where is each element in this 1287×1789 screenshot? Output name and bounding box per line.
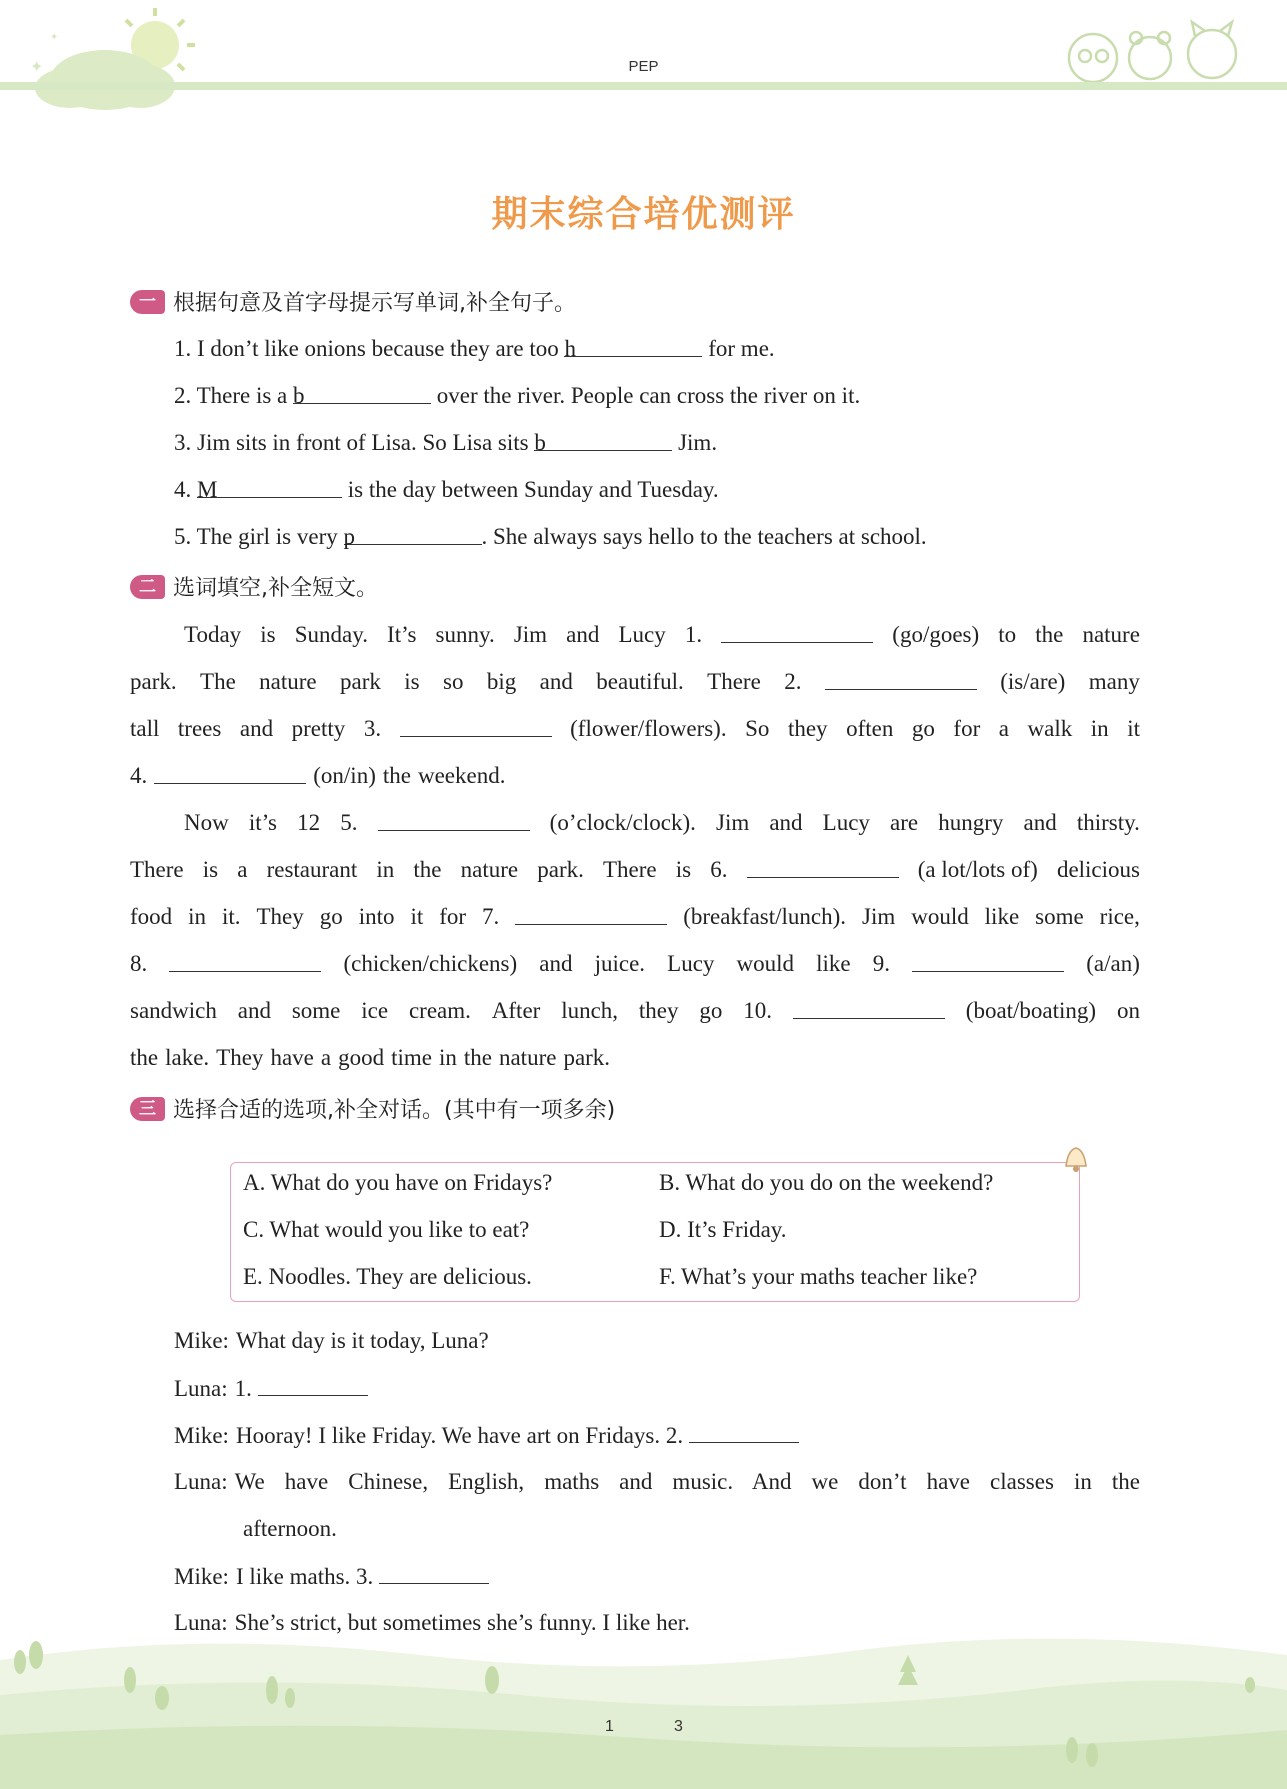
passage-word: it’s (248, 810, 277, 835)
passage-word: many (1088, 669, 1140, 694)
passage-word: and (539, 951, 573, 976)
passage-word: is (202, 857, 219, 882)
passage-line (130, 714, 1140, 744)
passage-word: They (256, 904, 304, 929)
answer-blank[interactable] (379, 1561, 489, 1584)
passage-word: a (320, 1045, 332, 1070)
dialogue-speaker: Mike: (174, 1564, 229, 1589)
passage-word: in (188, 904, 207, 929)
passage-word: 9. (872, 951, 891, 976)
passage-line (130, 667, 1140, 697)
s1-item-5: 5. The girl is very p . She always says hello to the teachers at school. (174, 524, 927, 549)
passage-word: big (486, 669, 517, 694)
passage-word: it (1127, 716, 1140, 741)
passage-word: often (846, 716, 894, 741)
passage-word: go (911, 716, 935, 741)
passage-word: Lucy (822, 810, 870, 835)
answer-blank[interactable]: M (197, 475, 342, 498)
passage-word: sandwich (130, 998, 217, 1023)
passage-word: to (998, 622, 1017, 647)
section-3-instruction: 选择合适的选项,补全对话。(其中有一项多余) (173, 1098, 616, 1123)
answer-blank[interactable] (825, 667, 977, 690)
passage-word: lake. (165, 1045, 210, 1070)
s1-item-3: 3. Jim sits in front of Lisa. So Lisa sits b Jim. (174, 430, 718, 455)
passage-word: juice. (594, 951, 646, 976)
bell-icon (1058, 1140, 1094, 1176)
dialogue-line (243, 1514, 337, 1544)
section-1-instruction: 根据句意及首字母提示写单词,补全句子。 (173, 291, 576, 316)
s1-item-1: 1. I don’t like onions because they are too h for me. (174, 336, 775, 361)
dialogue-speaker: Mike: (174, 1328, 229, 1353)
passage-word: the (382, 763, 411, 788)
svg-text:✦: ✦ (50, 32, 59, 43)
passage-word: for (439, 904, 467, 929)
dialogue-speaker: Luna: (174, 1610, 228, 1635)
answer-blank[interactable] (154, 761, 306, 784)
answer-blank[interactable] (721, 620, 873, 643)
passage-word: ice (361, 998, 389, 1023)
passage-word: go (319, 904, 343, 929)
passage-word: it. (222, 904, 241, 929)
passage-line (130, 996, 1140, 1026)
answer-blank[interactable]: b (293, 381, 431, 404)
passage-word: in (376, 857, 395, 882)
passage-word: Now (184, 810, 229, 835)
passage-word: 2. (784, 669, 802, 694)
passage-word: (o’clock/clock). (549, 810, 696, 835)
dialogue-line (174, 1420, 799, 1451)
header-label: PEP (628, 58, 659, 75)
dialogue-speaker: Luna: (174, 1376, 228, 1401)
passage-word: Today (184, 622, 242, 647)
svg-text:✦: ✦ (30, 59, 44, 76)
passage-word: pretty (291, 716, 346, 741)
passage-word: a (237, 857, 248, 882)
passage-word: tall (130, 716, 160, 741)
passage-word: and (539, 669, 573, 694)
section-3-badge: 三 (130, 1097, 165, 1121)
passage-word: nature (460, 857, 519, 882)
option-a: A. What do you have on Fridays? (243, 1170, 553, 1195)
passage-word: the (1035, 622, 1064, 647)
page-number-left: 1 (605, 1718, 614, 1735)
passage-word: on (1116, 998, 1140, 1023)
passage-line (130, 761, 1140, 791)
s1-item-4: 4. M is the day between Sunday and Tuesday. (174, 477, 719, 502)
answer-blank[interactable] (258, 1373, 368, 1396)
passage-word: 10. (743, 998, 773, 1023)
passage-word: (go/goes) (892, 622, 980, 647)
passage-word: some (1035, 904, 1084, 929)
page-header (0, 0, 1287, 120)
passage-word: (is/are) (1000, 669, 1066, 694)
passage-word: nature (498, 1045, 557, 1070)
passage-line (130, 1043, 1140, 1073)
answer-blank[interactable] (689, 1420, 799, 1443)
passage-line (130, 902, 1140, 932)
passage-word: park. (563, 1045, 611, 1070)
passage-word: cream. (408, 998, 471, 1023)
passage-word: and (566, 622, 600, 647)
passage-word: (a/an) (1086, 951, 1140, 976)
passage-word: 5. (340, 810, 358, 835)
passage-word: and (769, 810, 803, 835)
passage-word: would (736, 951, 795, 976)
passage-word: (on/in) (313, 763, 376, 788)
passage-word: beautiful. (596, 669, 684, 694)
passage-word: and (1023, 810, 1057, 835)
dialogue-line (174, 1373, 368, 1404)
dialogue-text: What day is it today, Luna? (235, 1328, 489, 1353)
passage-word: like (816, 951, 851, 976)
passage-word: Jim (513, 622, 548, 647)
passage-word: good (338, 1045, 385, 1070)
page-title: 期末综合培优测评 (491, 194, 796, 235)
passage-word: restaurant (266, 857, 358, 882)
passage-word: They (216, 1045, 264, 1070)
section-2-heading (130, 571, 378, 602)
passage-word: sunny. (435, 622, 495, 647)
section-1-heading (130, 286, 576, 317)
passage-word: is (260, 622, 276, 647)
passage-word: into (358, 904, 395, 929)
passage-word: (breakfast/lunch). (683, 904, 847, 929)
answer-blank[interactable] (400, 714, 552, 737)
passage-word: Sunday. (294, 622, 368, 647)
option-d: D. It’s Friday. (659, 1217, 787, 1242)
s1-item-2: 2. There is a b over the river. People can cross the river on it. (174, 383, 861, 408)
header-rule (0, 82, 1287, 90)
passage-word: trees (177, 716, 222, 741)
passage-word: so (443, 669, 464, 694)
dialogue-line (174, 1561, 489, 1592)
passage-word: rice, (1099, 904, 1140, 929)
passage-word: and (237, 998, 271, 1023)
passage-word: (a lot/lots of) (917, 857, 1038, 882)
footer-landscape (0, 1600, 1287, 1789)
passage-word: Jim (716, 810, 750, 835)
passage-word: nature (259, 669, 317, 694)
passage-word: There (707, 669, 761, 694)
passage-word: lunch, (561, 998, 619, 1023)
section-2-instruction: 选词填空,补全短文。 (173, 576, 378, 601)
passage-word: There (602, 857, 657, 882)
option-b: B. What do you do on the weekend? (659, 1170, 994, 1195)
passage-word: would (911, 904, 969, 929)
passage-word: like (984, 904, 1020, 929)
option-c: C. What would you like to eat? (243, 1217, 530, 1242)
passage-line (184, 808, 1140, 838)
dialogue-text: She’s strict, but sometimes she’s funny. I like her. (234, 1610, 690, 1635)
passage-word: (boat/boating) (965, 998, 1097, 1023)
passage-word: in (438, 1045, 457, 1070)
passage-word: is (404, 669, 420, 694)
passage-word: hungry (938, 810, 1004, 835)
passage-word: they (787, 716, 828, 741)
passage-word: it (410, 904, 424, 929)
passage-word: park (340, 669, 381, 694)
passage-word: 1. (684, 622, 703, 647)
dialogue-text: We have Chinese, English, maths and music. And we don’t have classes in the (234, 1469, 1140, 1494)
passage-word: 7. (482, 904, 500, 929)
passage-word: delicious (1056, 857, 1140, 882)
passage-word: have (270, 1045, 314, 1070)
answer-blank[interactable]: p (344, 522, 482, 545)
passage-word: a (998, 716, 1009, 741)
passage-word: the (463, 1045, 492, 1070)
answer-blank[interactable] (747, 855, 899, 878)
passage-word: they (638, 998, 679, 1023)
dialogue-speaker: Mike: (174, 1423, 229, 1448)
answer-blank[interactable]: h (564, 334, 702, 357)
passage-word: the (413, 857, 442, 882)
passage-word: Lucy (618, 622, 666, 647)
passage-word: weekend. (417, 763, 506, 788)
dialogue-text: Hooray! I like Friday. We have art on Fridays. 2. (235, 1423, 684, 1448)
section-3-heading (130, 1093, 615, 1124)
option-f: F. What’s your maths teacher like? (659, 1264, 978, 1289)
passage-word: (flower/flowers). (570, 716, 727, 741)
passage-word: some (291, 998, 341, 1023)
passage-word: park. (537, 857, 584, 882)
passage-word: food (130, 904, 173, 929)
dialogue-speaker: Luna: (174, 1469, 228, 1494)
dialogue-text: 1. (234, 1376, 252, 1401)
passage-word: 3. (363, 716, 382, 741)
passage-line (130, 855, 1140, 885)
passage-word: in (1090, 716, 1109, 741)
answer-blank[interactable] (912, 949, 1064, 972)
page-number-right: 3 (674, 1718, 683, 1735)
passage-word: 8. (130, 951, 148, 976)
passage-word: It’s (387, 622, 417, 647)
option-e: E. Noodles. They are delicious. (243, 1264, 532, 1289)
passage-line (130, 949, 1140, 979)
passage-word: go (699, 998, 723, 1023)
passage-word: and (239, 716, 274, 741)
passage-word: (chicken/chickens) (343, 951, 518, 976)
passage-line (184, 620, 1140, 650)
passage-word: Jim (862, 904, 896, 929)
passage-word: is (675, 857, 692, 882)
passage-word: park. (130, 669, 177, 694)
passage-word: nature (1082, 622, 1140, 647)
answer-blank[interactable] (169, 949, 321, 972)
dialogue-line (174, 1467, 1140, 1497)
passage-word: Lucy (667, 951, 715, 976)
passage-word: are (890, 810, 919, 835)
passage-word: time (391, 1045, 432, 1070)
answer-blank[interactable] (378, 808, 530, 831)
section-1-badge: 一 (130, 290, 165, 314)
answer-blank[interactable] (515, 902, 667, 925)
section-2-badge: 二 (130, 575, 165, 599)
passage-word: So (745, 716, 770, 741)
dialogue-line (174, 1326, 489, 1356)
passage-word: After (491, 998, 541, 1023)
passage-word: thirsty. (1076, 810, 1140, 835)
passage-word: 12 (297, 810, 321, 835)
passage-word: walk (1027, 716, 1073, 741)
answer-blank[interactable]: b (534, 428, 672, 451)
answer-blank[interactable] (793, 996, 945, 1019)
passage-word: the (130, 1045, 159, 1070)
dialogue-text: afternoon. (243, 1516, 337, 1541)
passage-word: There (130, 857, 184, 882)
passage-word: 6. (710, 857, 728, 882)
passage-word: The (200, 669, 236, 694)
passage-word: 4. (130, 763, 148, 788)
dialogue-text: I like maths. 3. (235, 1564, 374, 1589)
passage-word: for (953, 716, 981, 741)
